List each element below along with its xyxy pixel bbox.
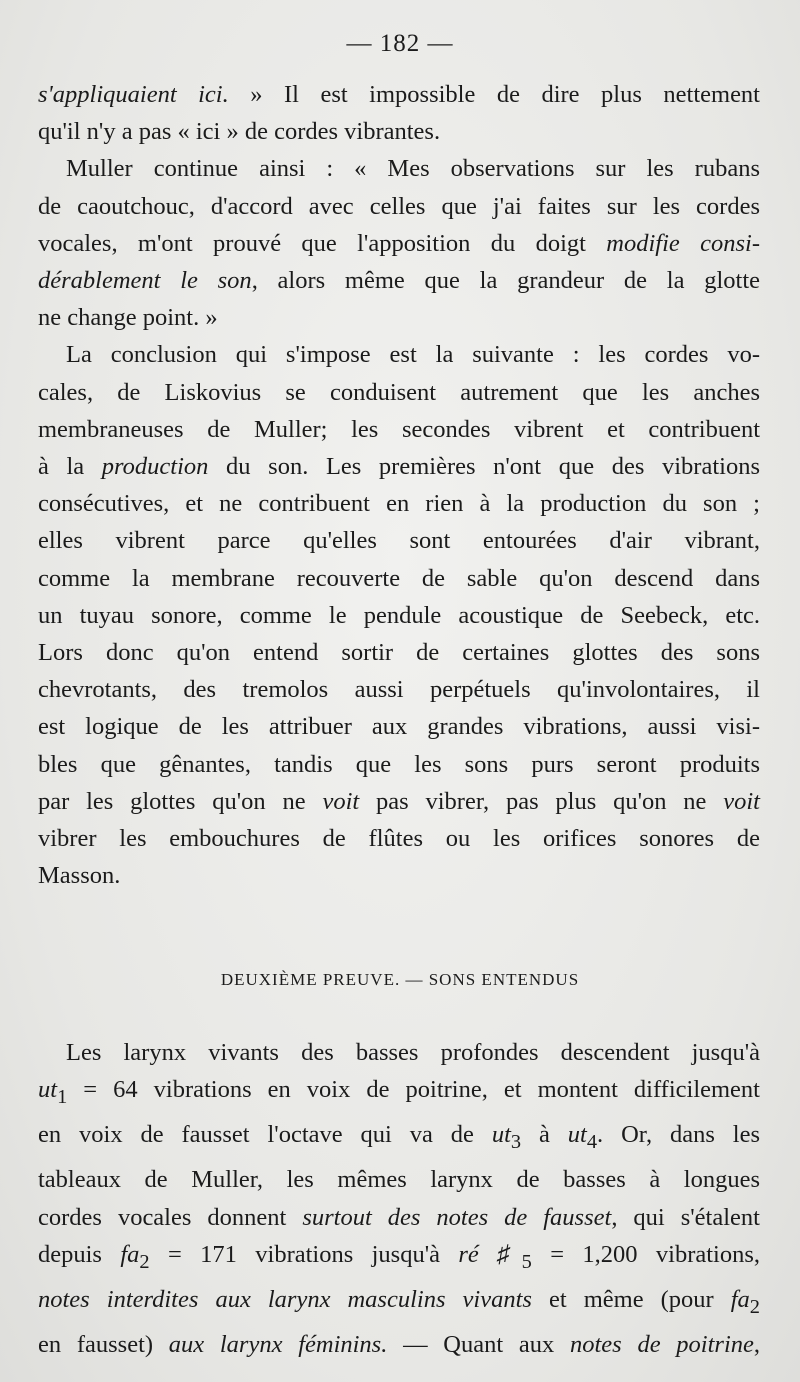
text-span: vocales, m'ont prouvé que l'apposition du doigt xyxy=(38,229,607,257)
note-octave: 5 xyxy=(521,1250,532,1273)
italic-phrase: s'appliquaient ici. xyxy=(38,81,229,108)
note-name: ré ♯ xyxy=(458,1240,522,1268)
text-line: consécutives, et ne contribuent en rien à la production du son ; xyxy=(38,490,760,518)
text-line xyxy=(38,783,760,820)
text-line: comme la membrane recouverte de sable qu'on descend dans xyxy=(38,564,760,592)
note-name: ut xyxy=(567,1121,587,1149)
text-span: en fausset) xyxy=(38,1330,169,1358)
section-heading: DEUXIÈME PREUVE. — SONS ENTENDUS xyxy=(220,970,580,989)
text-span: = 171 vibrations jusqu'à xyxy=(149,1240,459,1268)
text-line xyxy=(38,76,760,113)
text-line xyxy=(38,1281,760,1326)
text-line: Lors donc qu'on entend sortir de certaines glottes des sons xyxy=(38,639,760,667)
text-span: en voix de fausset l'octave qui va de xyxy=(38,1121,492,1149)
italic-phrase: production xyxy=(101,453,209,481)
text-line xyxy=(38,1199,760,1236)
italic-phrase: notes interdites aux larynx masculins vivants xyxy=(38,1285,532,1313)
text-line: vibrer les embouchures de flûtes ou les orifices sonores de xyxy=(38,825,760,853)
text-span: pas vibrer, pas plus qu'on ne xyxy=(359,787,724,815)
italic-phrase: dérablement le son xyxy=(38,267,252,295)
text-span: à la xyxy=(38,453,102,481)
text-line: Masson. xyxy=(38,862,121,890)
body-text-upper xyxy=(38,76,760,894)
text-span: du son. Les premières n'ont que des vibrations xyxy=(208,453,760,481)
text-line: qu'il n'y a pas « ici » de cordes vibrantes. xyxy=(38,118,441,146)
text-span: » Il est impossible de dire plus nettement xyxy=(228,81,760,108)
text-line: membraneuses de Muller; les secondes vibrent et contribuent xyxy=(38,415,760,443)
note-name: ut xyxy=(38,1076,58,1104)
text-span: cordes vocales donnent xyxy=(38,1203,303,1231)
text-line: Les larynx vivants des basses profondes descendent jusqu'à xyxy=(66,1039,760,1066)
note-octave: 1 xyxy=(57,1086,68,1109)
text-span: , alors même que la grandeur de la glotte xyxy=(251,267,760,295)
note-octave: 2 xyxy=(749,1295,760,1318)
text-span: , qui s'étalent xyxy=(611,1203,760,1231)
text-line: bles que gênantes, tandis que les sons purs seront produits xyxy=(38,750,760,778)
italic-word: voit xyxy=(322,787,360,815)
text-line: Muller continue ainsi : « Mes observations sur les rubans xyxy=(66,155,760,183)
note-octave: 2 xyxy=(139,1250,150,1273)
text-line: un tuyau sonore, comme le pendule acoustique de Seebeck, etc. xyxy=(38,601,760,629)
text-line xyxy=(38,1326,760,1363)
text-line xyxy=(38,1071,760,1116)
text-span: . Or, dans les xyxy=(597,1121,761,1149)
text-line: La conclusion qui s'impose est la suivante : les cordes vo- xyxy=(66,341,760,369)
text-span: — Quant aux xyxy=(387,1330,570,1358)
page-number: — 182 — xyxy=(346,30,454,57)
note-octave: 3 xyxy=(510,1131,522,1154)
note-octave: 4 xyxy=(586,1131,598,1154)
text-span: = 64 vibrations en voix de poitrine, et montent difficilement xyxy=(67,1076,760,1104)
text-line: est logique de les attribuer aux grandes vibrations, aussi visi- xyxy=(38,713,760,741)
note-name: fa xyxy=(730,1285,750,1313)
italic-phrase: notes de poitrine xyxy=(570,1330,754,1358)
text-line: cales, de Liskovius se conduisent autrement que les anches xyxy=(38,378,760,406)
text-line: chevrotants, des tremolos aussi perpétuels qu'involontaires, il xyxy=(38,676,760,704)
text-line xyxy=(38,1236,760,1281)
text-line: tableaux de Muller, les mêmes larynx de basses à longues xyxy=(38,1166,760,1194)
note-name: fa xyxy=(120,1240,140,1268)
text-line: ne change point. » xyxy=(38,304,218,332)
text-span: , xyxy=(753,1330,760,1358)
italic-phrase: aux larynx féminins. xyxy=(168,1330,388,1358)
italic-phrase: surtout des notes de fausset xyxy=(302,1203,612,1231)
text-line xyxy=(38,1116,760,1161)
note-name: ut xyxy=(491,1121,511,1149)
italic-word: voit xyxy=(723,787,760,815)
text-span: par les glottes qu'on ne xyxy=(38,787,323,815)
body-text-lower xyxy=(38,1034,760,1363)
italic-phrase: modifie consi- xyxy=(606,229,760,257)
text-line xyxy=(38,448,760,485)
text-line: de caoutchouc, d'accord avec celles que j'ai faites sur les cordes xyxy=(38,192,760,220)
text-line: elles vibrent parce qu'elles sont entourées d'air vibrant, xyxy=(38,527,760,555)
text-span: = 1,200 vibrations, xyxy=(531,1240,760,1268)
text-span: à xyxy=(521,1121,568,1149)
text-line xyxy=(38,225,760,262)
text-span: et même (pour xyxy=(531,1285,731,1313)
text-line xyxy=(38,262,760,299)
text-span: depuis xyxy=(38,1240,121,1268)
